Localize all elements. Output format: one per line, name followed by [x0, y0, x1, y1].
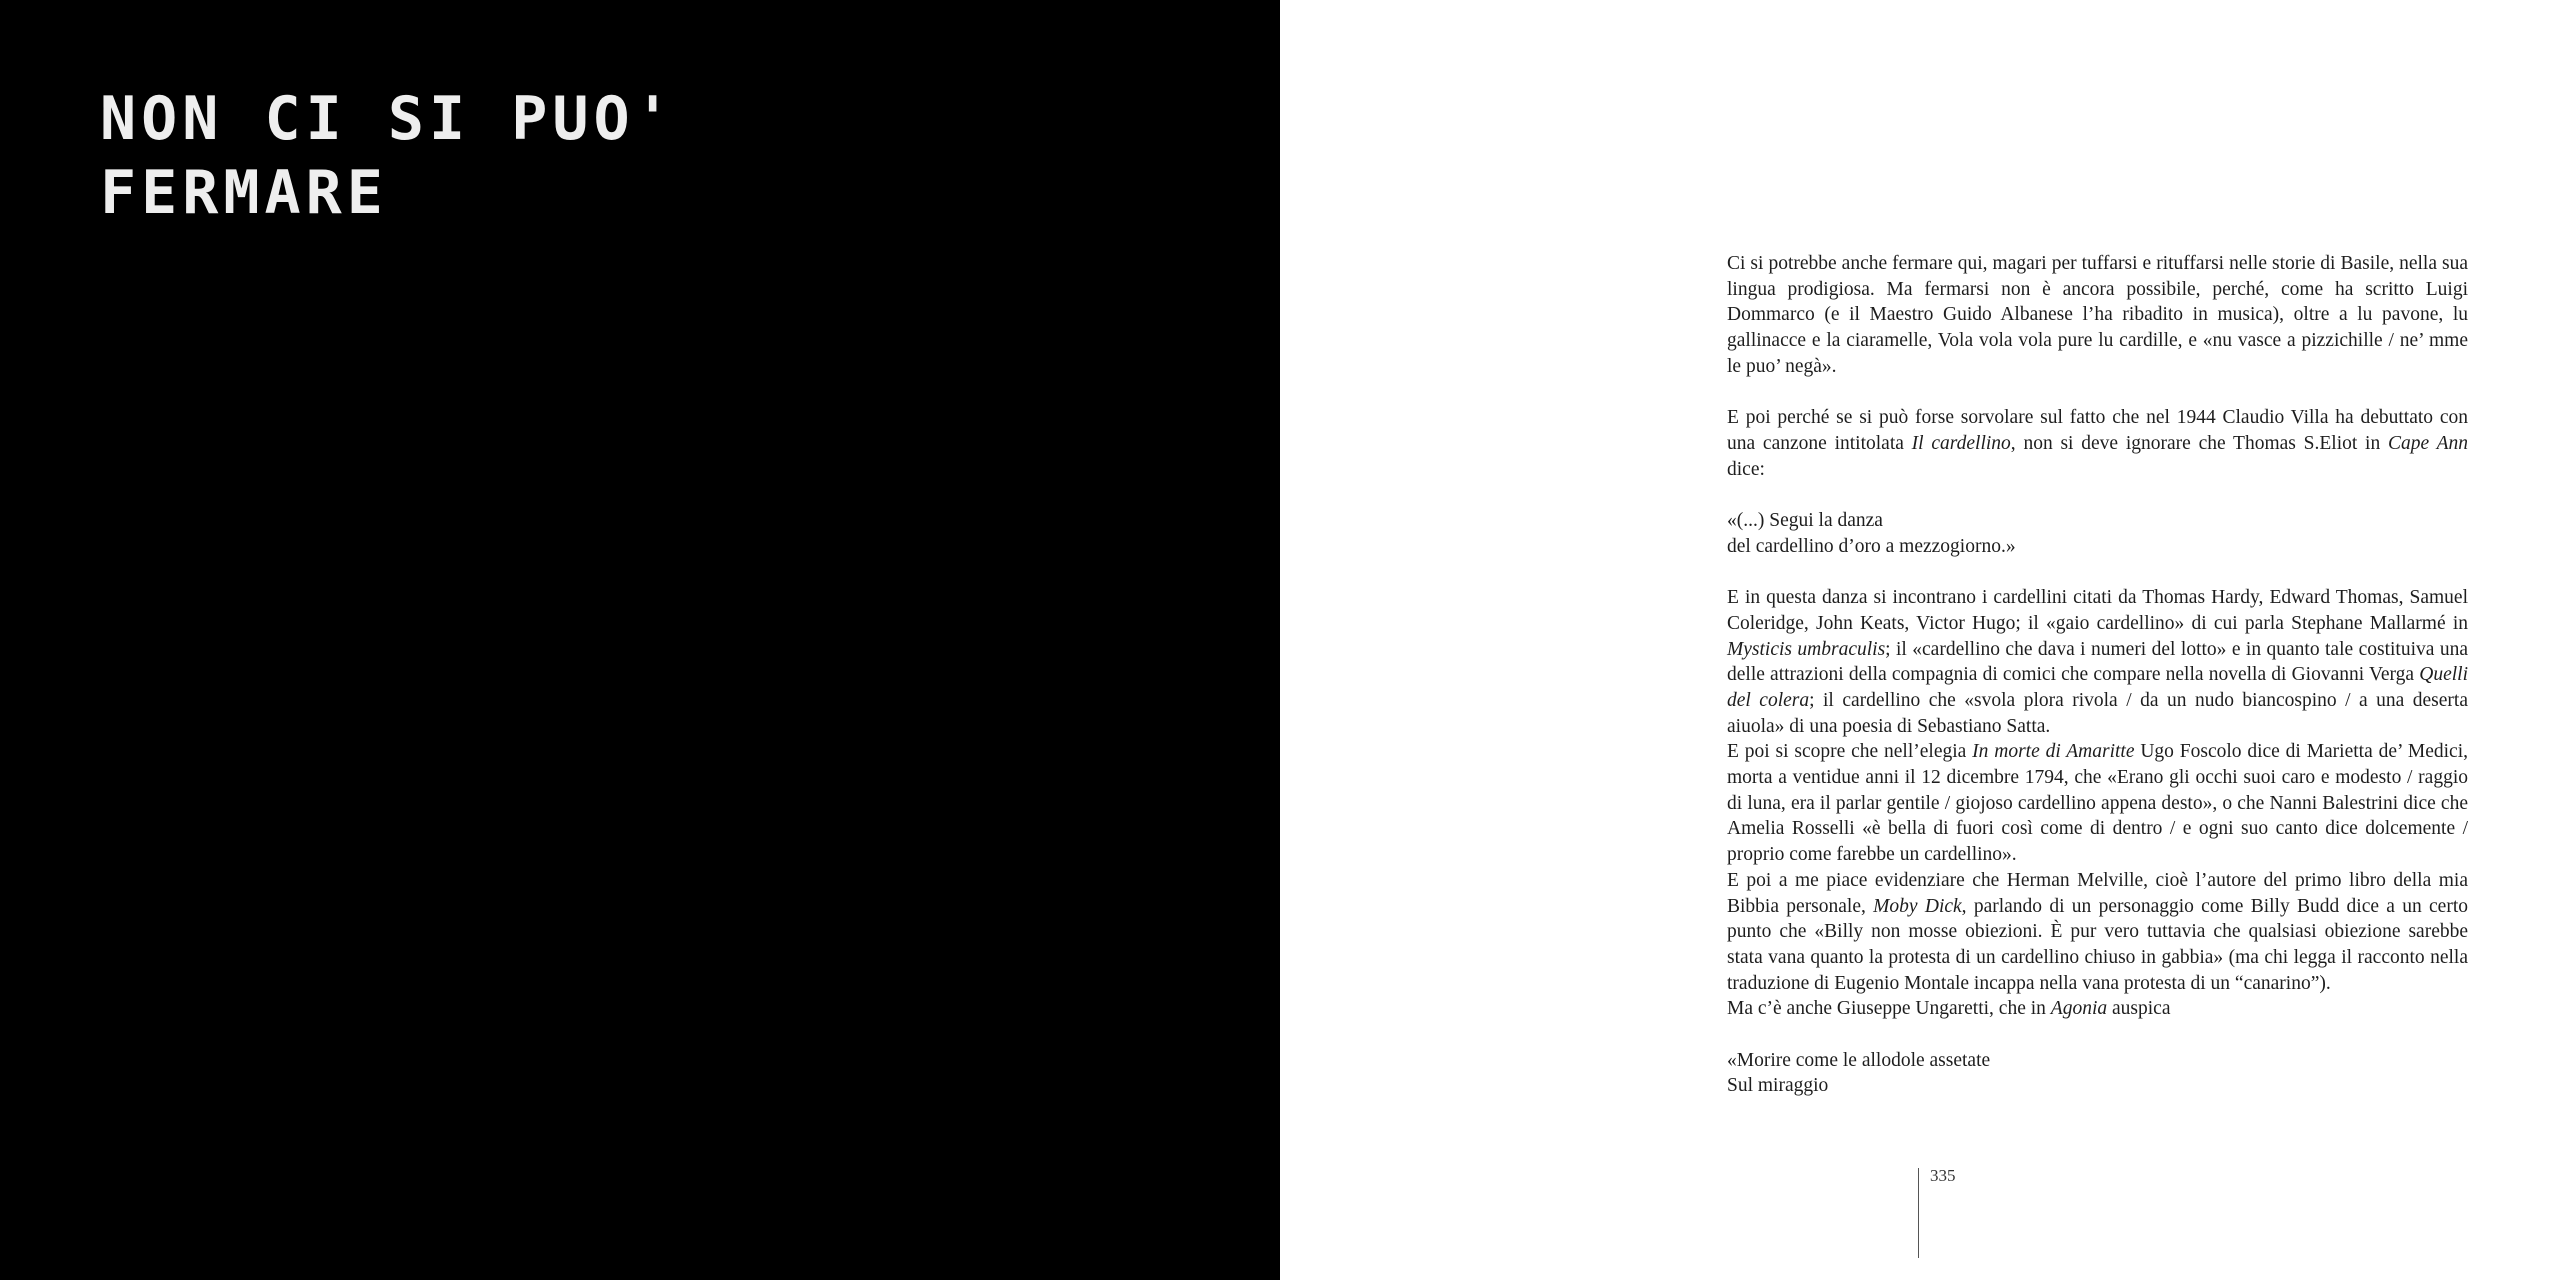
quote-1-line-2: del cardellino d’oro a mezzogiorno.» — [1727, 535, 2016, 557]
paragraph-3-text-a: E in questa danza si incontrano i cardellini citati da Thomas Hardy, Edward Thomas, Samuel Coleridge, John Keats, Victor Hugo; il «gaio cardellino» di cui parla Stephane Mallarmé in — [1727, 587, 2468, 634]
chapter-title-line-2: FERMARE — [100, 158, 388, 228]
quote-2-line-1: «Morire come le allodole assetate — [1727, 1049, 1991, 1071]
paragraph-2 — [1727, 405, 2468, 482]
body-text — [1727, 251, 2468, 1099]
paragraph-3-text-b: ; il «cardellino che dava i numeri del lotto» e in quanto tale costituiva una delle attrazioni della compagnia di comici che compare nella novella di Giovanni Verga — [1727, 638, 2468, 686]
paragraph-3-italic-b: Quelli del colera — [1727, 664, 2468, 711]
quote-1-line-1: «(...) Segui la danza — [1727, 510, 1883, 531]
paragraph-6-italic: Agonia — [2050, 998, 2108, 1020]
chapter-title — [100, 82, 676, 230]
paragraph-5-text-a: E poi a me piace evidenziare che Herman Melville, cioè l’autore del primo libro della mia Bibbia personale, — [1727, 869, 2468, 917]
page-number-rule — [1918, 1168, 1919, 1258]
paragraph-5-text-b: , parlando di un personaggio come Billy Budd dice a un certo punto che «Billy non mosse obiezioni. È pur vero tuttavia che qualsiasi obiezione sarebbe stata vana quanto la protesta di un cardellino chiuso in gabbia» (ma chi legga il racconto nella traduzione di Eugenio Montale incappa nella vana protesta di un “canarino”). — [1727, 895, 2468, 994]
paragraph-3-text-c: ; il cardellino che «svola plora rivola / da un nudo biancospino / a una deserta aiuola» di una poesia di Sebastiano Satta. — [1727, 689, 2468, 737]
quote-1 — [1727, 508, 2468, 559]
paragraph-2-italic-title: Il cardellino — [1911, 432, 2011, 454]
paragraph-2-text-a: E poi perché se si può forse sorvolare sul fatto che nel 1944 Claudio Villa ha debuttato con una canzone intitolata — [1727, 407, 2468, 454]
page-number: 335 — [1930, 1166, 1956, 1185]
quote-2-line-2: Sul miraggio — [1727, 1075, 1829, 1097]
paragraph-4-text-a: E poi si scopre che nell’elegia — [1727, 741, 1973, 763]
paragraph-5 — [1727, 868, 2468, 997]
paragraph-3 — [1727, 585, 2468, 739]
paragraph-2-text-c: dice: — [1727, 458, 1765, 480]
paragraph-4-text-b: Ugo Foscolo dice di Marietta de’ Medici, morta a ventidue anni il 12 dicembre 1794, che «Erano gli occhi suoi caro e modesto / raggio di luna, era il parlar gentile / giojoso cardellino appena desto», o che Nanni Balestrini dice che Amelia Rosselli «è bella di fuori così come di dentro / e ogni suo canto dice dolcemente / proprio come farebbe un cardellino». — [1727, 741, 2468, 866]
paragraph-2-text-b: , non si deve ignorare che Thomas S.Eliot in — [2010, 432, 2388, 454]
paragraph-6-text-a: Ma c’è anche Giuseppe Ungaretti, che in — [1727, 998, 2051, 1020]
quote-2 — [1727, 1048, 2468, 1099]
paragraph-5-italic: Moby Dick — [1873, 895, 1962, 917]
paragraph-6 — [1727, 996, 2468, 1022]
paragraph-4-italic: In morte di Amaritte — [1972, 741, 2135, 763]
paragraph-1: Ci si potrebbe anche fermare qui, magari per tuffarsi e rituffarsi nelle storie di Basile, nella sua lingua prodigiosa. Ma fermarsi non è ancora possibile, perché, come ha scritto Luigi Dommarco (e il Maestro Guido Albanese l’ha ribadito in musica), oltre a lu pavone, lu gallinacce e la ciaramelle, Vola vola vola pure lu cardille, e «nu vasce a pizzichille / ne’ mme le puo’ negà». — [1727, 253, 2468, 377]
paragraph-2-italic-poem: Cape Ann — [2388, 432, 2468, 454]
chapter-title-line-1: NON CI SI PUO' — [100, 84, 676, 154]
paragraph-4 — [1727, 739, 2468, 868]
paragraph-6-text-b: auspica — [2107, 998, 2171, 1020]
right-page — [1280, 0, 2560, 1280]
paragraph-3-italic-a: Mysticis umbraculis — [1727, 638, 1886, 660]
